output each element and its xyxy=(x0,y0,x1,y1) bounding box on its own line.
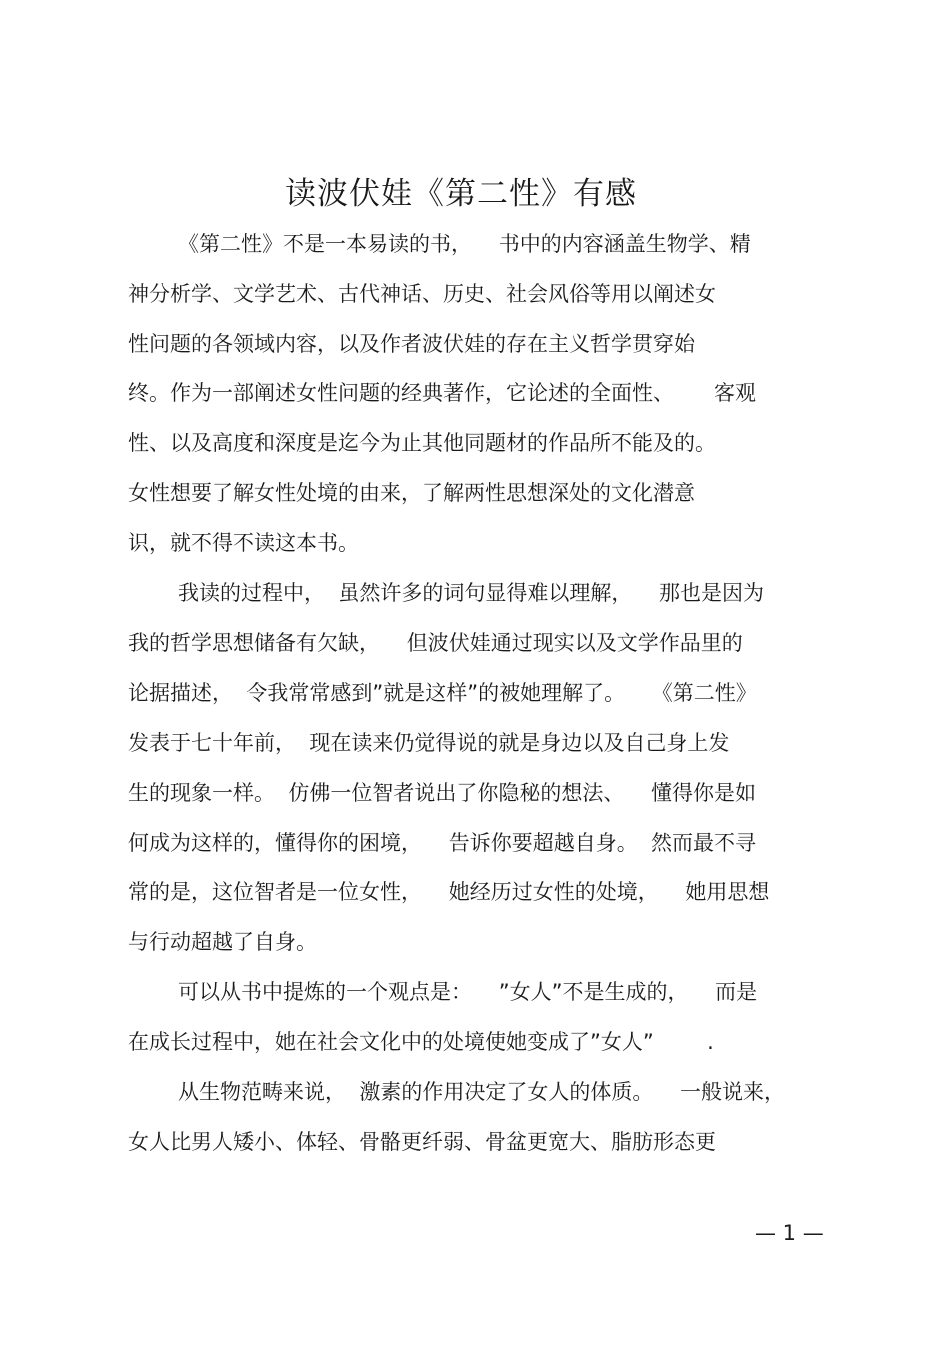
paragraph-1-line-4: 终。作为一部阐述女性问题的经典著作，它论述的全面性、 客观 xyxy=(128,381,757,405)
paragraph-4-line-1: 从生物范畴来说， 激素的作用决定了女人的体质。 一般说来， xyxy=(178,1080,786,1104)
paragraph-2-line-3: 论据描述， 令我常常感到”就是这样”的被她理解了。 《第二性》 xyxy=(128,681,757,705)
paragraph-2-line-4: 发表于七十年前， 现在读来仍觉得说的就是身边以及自己身上发 xyxy=(128,731,730,755)
paragraph-2-line-7: 常的是，这位智者是一位女性， 她经历过女性的处境， 她用思想 xyxy=(128,880,770,904)
paragraph-4-line-2: 女人比男人矮小、体轻、骨骼更纤弱、骨盆更宽大、脂肪形态更 xyxy=(128,1130,716,1154)
paragraph-1-line-7: 识，就不得不读这本书。 xyxy=(128,531,359,555)
paragraph-3-line-2: 在成长过程中，她在社会文化中的处境使她变成了”女人” . xyxy=(128,1030,714,1054)
paragraph-2-line-1: 我读的过程中， 虽然许多的词句显得难以理解， 那也是因为 xyxy=(178,581,765,605)
paragraph-2-line-6: 何成为这样的，懂得你的困境， 告诉你要超越自身。 然而最不寻 xyxy=(128,831,757,855)
paragraph-3-line-1: 可以从书中提炼的一个观点是： ”女人”不是生成的， 而是 xyxy=(178,980,758,1004)
page-number: — 1 — xyxy=(755,1221,824,1245)
paragraph-1-line-1: 《第二性》不是一本易读的书， 书中的内容涵盖生物学、精 xyxy=(178,232,751,256)
paragraph-2-line-5: 生的现象一样。 仿佛一位智者说出了你隐秘的想法、 懂得你是如 xyxy=(128,781,757,805)
paragraph-1-line-5: 性、以及高度和深度是迄今为止其他同题材的作品所不能及的。 xyxy=(128,431,716,455)
paragraph-1-line-2: 神分析学、文学艺术、古代神话、历史、社会风俗等用以阐述女 xyxy=(128,282,716,306)
paragraph-1-line-6: 女性想要了解女性处境的由来，了解两性思想深处的文化潜意 xyxy=(128,481,695,505)
paragraph-1-line-3: 性问题的各领域内容，以及作者波伏娃的存在主义哲学贯穿始 xyxy=(128,332,695,356)
paragraph-2-line-8: 与行动超越了自身。 xyxy=(128,930,317,954)
paragraph-2-line-2: 我的哲学思想储备有欠缺， 但波伏娃通过现实以及文学作品里的 xyxy=(128,631,743,655)
document-title: 读波伏娃《第二性》有感 xyxy=(285,176,637,212)
